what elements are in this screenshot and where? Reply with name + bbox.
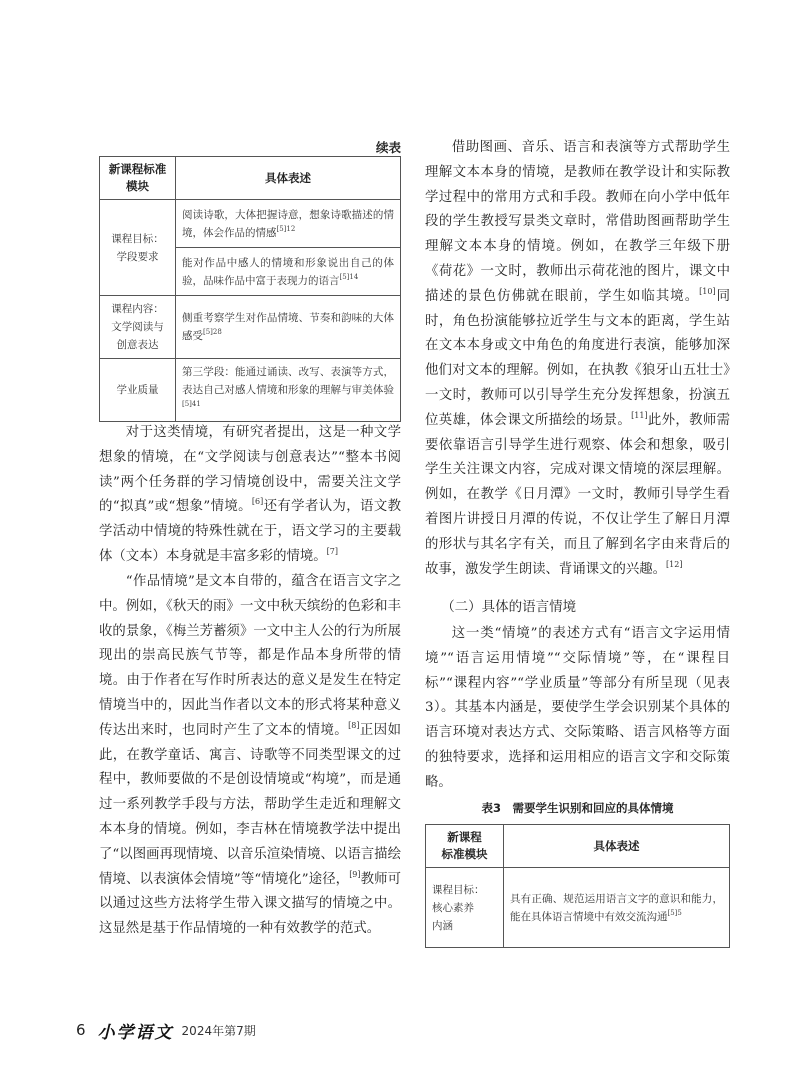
module-text: 课程内容： 文学阅读与 创意表达 bbox=[111, 303, 164, 351]
paragraph-text: 此外，教师需要依靠语言引导学生进行观察、体会和想象，吸引学生关注课文内容，完成对课文情境的深层理解。例如，在教学《日月潭》一文时，教师引导学生看着图片讲授日月潭的传说，不仅让学生了解日月潭的形状与其名字有关，而且了解到名字由来背后的故事，激发学生朗读、背诵课文的兴趣。 bbox=[425, 412, 731, 577]
citation-ref: [5]5 bbox=[667, 908, 682, 917]
citation-ref: [5]14 bbox=[339, 272, 359, 281]
table-row bbox=[426, 868, 730, 948]
table-continued-label: 续表 bbox=[375, 140, 401, 155]
paragraph-text: 对于这类情境，有研究者提出，这是一种文学想象的情境，在“文学阅读与创意表达”“整本书阅读”两个任务群的学习情境创设中，需要关注文学的“拟真”或“想象”情境。 bbox=[99, 425, 401, 515]
desc-text: 侧重考察学生对作品情境、节奏和韵味的大体感受 bbox=[182, 312, 394, 342]
header-module-text: 新课程标准 模块 bbox=[108, 162, 167, 193]
citation-ref: [5]28 bbox=[203, 328, 222, 336]
table-header-module bbox=[426, 825, 504, 868]
module-text: 课程目标： 核心素养 内涵 bbox=[432, 883, 485, 932]
paragraph-text: 同时，角色扮演能够拉近学生与文本的距离，学生站在文本本身或文中角色的角度进行表演，能够加深他们对文本的理解。例如，在执教《狼牙山五壮士》一文时，教师可以引导学生充分发挥想象，扮演五位英雄，体会课文所描绘的场景。 bbox=[425, 288, 731, 428]
issue-label: 2024年第7期 bbox=[181, 1023, 256, 1038]
citation-ref: [5]41 bbox=[182, 400, 201, 408]
citation-ref: [12] bbox=[666, 559, 683, 569]
standards-table-continued bbox=[99, 156, 401, 422]
citation-ref: [9] bbox=[349, 869, 361, 879]
header-module-text: 新课程 标准模块 bbox=[441, 830, 488, 861]
desc-text: 第三学段：能通过诵读、改写、表演等方式，表达自己对感人情境和形象的理解与审美体验 bbox=[182, 366, 394, 396]
table-cell-module bbox=[426, 868, 504, 948]
desc-text: 具有正确、规范运用语言文字的意识和能力，能在具体语言情境中有效交流沟通 bbox=[510, 892, 723, 923]
table-cell-desc bbox=[176, 200, 401, 248]
table-cell-desc bbox=[176, 248, 401, 296]
table-cell-module bbox=[100, 296, 176, 359]
header-desc-text: 具体表述 bbox=[265, 170, 311, 185]
citation-ref: [6] bbox=[251, 497, 264, 507]
table-caption: 表3 需要学生识别和回应的具体情境 bbox=[481, 801, 674, 815]
citation-ref: [5]12 bbox=[276, 224, 296, 233]
body-paragraph bbox=[425, 136, 730, 582]
paragraph-text: 还有学者认为，语文教学活动中情境的特殊性就在于，语文学习的主要载体（文本）本身就是丰富多彩的情境。 bbox=[99, 499, 402, 564]
table-cell-desc bbox=[504, 868, 730, 948]
table-row bbox=[100, 296, 401, 359]
table-header-desc bbox=[504, 825, 730, 868]
paragraph-text: 教师可以通过这些方法将学生带入课文描写的情境之中。这显然是基于作品情境的一种有效教学的范式。 bbox=[99, 871, 402, 937]
standards-table-3 bbox=[425, 824, 730, 948]
section-heading: （二）具体的语言情境 bbox=[441, 599, 577, 615]
paragraph-text: 借助图画、音乐、语言和表演等方式帮助学生理解文本本身的情境，是教师在教学设计和实际教学过程中的常用方式和手段。教师在向小学中低年段的学生教授写景类文章时，常借助图画帮助学生理解文本本身的情境。例如，在教学三年级下册《荷花》一文时，教师出示荷花池的图片，课文中描述的景色仿佛就在眼前，学生如临其境。 bbox=[425, 140, 730, 304]
module-text: 学业质量 bbox=[116, 384, 159, 396]
table-row bbox=[100, 359, 401, 422]
table-header-desc bbox=[176, 157, 401, 200]
body-paragraph bbox=[99, 570, 401, 942]
table-row bbox=[100, 200, 401, 248]
body-paragraph: 这一类“情境”的表述方式有“语言文字运用情境”“语言运用情境”“交际情境”等，在“课程目标”“课程内容”“学业质量”等部分有所呈现（见表3）。其基本内涵是，要使学生学会识别某个具体的语言环境对表达方式、交际策略、语言风格等方面的独特要求，选择和运用相应的语言文字和交际策略。 bbox=[425, 626, 730, 790]
paragraph-text: “作品情境”是文本自带的，蕴含在语言文字之中。例如，《秋天的雨》一文中秋天缤纷的色彩和丰收的景象，《梅兰芳蓄须》一文中主人公的行为所展现出的崇高民族气节等，都是作品本身所带的情境。由于作者在写作时所表达的意义是发生在特定情境当中的，因此当作者以文本的形式将某种意义传达出来时，也同时产生了文本的情境。 bbox=[99, 574, 401, 738]
header-desc-text: 具体表述 bbox=[593, 838, 640, 853]
citation-ref: [8] bbox=[348, 720, 360, 730]
table-cell-module bbox=[100, 359, 176, 422]
table-header-module bbox=[100, 157, 176, 200]
citation-ref: [7] bbox=[326, 546, 338, 556]
desc-text: 阅读诗歌，大体把握诗意，想象诗歌描述的情境，体会作品的情感 bbox=[182, 208, 394, 239]
page-number: 6 bbox=[76, 1021, 86, 1039]
journal-logo: 小学语文 bbox=[97, 1022, 174, 1043]
citation-ref: [11] bbox=[631, 410, 648, 420]
paragraph-text: 正因如此，在教学童话、寓言、诗歌等不同类型课文的过程中，教师要做的不是创设情境或“构境”，而是通过一系列教学手段与方法，帮助学生走近和理解文本本身的情境。例如，李吉林在情境教学法中提出了“以图画再现情境、以音乐渲染情境、以语言描绘情境、以表演体会情境”等“情境化”途径， bbox=[99, 722, 402, 887]
table-cell-desc bbox=[176, 296, 401, 359]
page-footer bbox=[76, 1018, 256, 1042]
table-cell-desc bbox=[176, 359, 401, 422]
table-cell-module bbox=[100, 200, 176, 296]
citation-ref: [10] bbox=[699, 286, 716, 296]
body-paragraph bbox=[99, 421, 401, 570]
module-text: 课程目标： 学段要求 bbox=[111, 232, 164, 263]
desc-text: 能对作品中感人的情境和形象说出自己的体验，品味作品中富于表现力的语言 bbox=[182, 256, 394, 287]
